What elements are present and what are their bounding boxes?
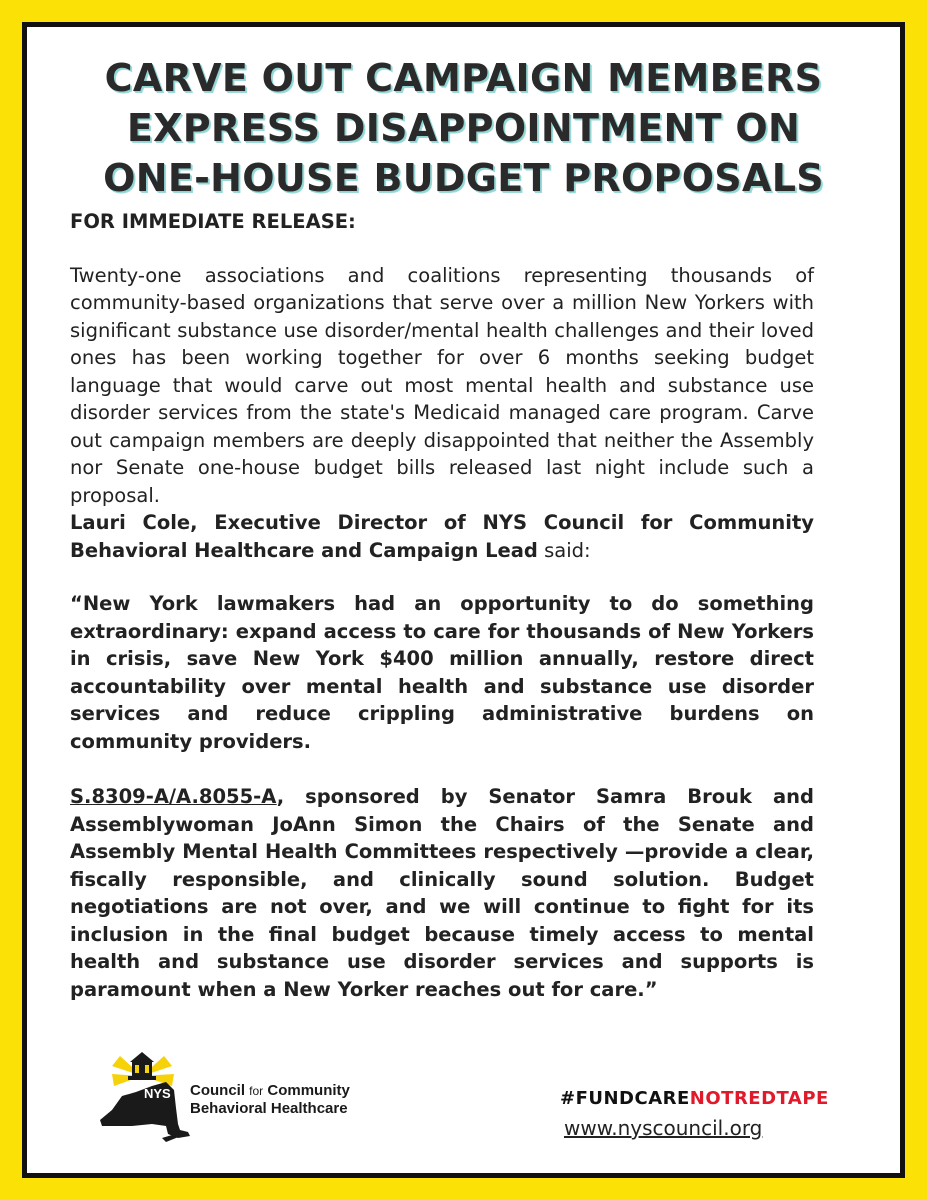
intro-text: Twenty-one associations and coalitions representing thousands of community-based organizations that serve over a million New Yorkers with significant substance use disorder/mental health challenges and their loved ones has been working together for over 6 months seeking budget language that would carve out most mental health and substance use disorder services from the state's Medicaid managed care program. Carve out campaign members are deeply disappointed that neither the Assembly nor Senate one-house budget bills released last night include such a proposal. — [70, 263, 814, 507]
headline-line-2: EXPRESS DISAPPOINTMENT ON — [126, 106, 801, 150]
logo-for: for — [249, 1084, 264, 1098]
headline-line-1: CARVE OUT CAMPAIGN MEMBERS — [104, 56, 823, 100]
quote-paragraph-2 — [70, 783, 814, 1003]
release-label: FOR IMMEDIATE RELEASE: — [70, 210, 356, 233]
campaign-hashtag — [560, 1088, 829, 1109]
nys-council-logo — [92, 1046, 392, 1146]
bill-number-link[interactable]: S.8309-A/A.8055-A — [70, 785, 277, 808]
speaker-said: said: — [537, 538, 591, 562]
logo-text — [190, 1082, 350, 1118]
quote-paragraph-1: “New York lawmakers had an opportunity to do something extraordinary: expand access to care for thousands of New Yorkers in crisis, save New York $400 million annually, restore direct accountability over mental health and substance use disorder services and reduce crippling administrative burdens on community providers. — [70, 592, 814, 753]
press-release-body — [70, 208, 814, 1003]
quote-2-text: , sponsored by Senator Samra Brouk and Assemblywoman JoAnn Simon the Chairs of the Senate and Assembly Mental Health Committees respectively —provide a clear, fiscally responsible, and clinically sound solution. Budget negotiations are not over, and we will continue to fight for its inclusion in the final budget because timely access to mental health and substance use disorder services and supports is paramount when a New Yorker reaches out for care.” — [70, 785, 814, 1001]
logo-behavioral: Behavioral Healthcare — [190, 1100, 348, 1117]
logo-council: Council — [190, 1082, 250, 1099]
intro-paragraph — [70, 262, 814, 565]
logo-community: Community — [263, 1082, 350, 1099]
website-link[interactable]: www.nyscouncil.org — [564, 1116, 763, 1140]
headline-line-3: ONE-HOUSE BUDGET PROPOSALS — [103, 156, 824, 200]
lighthouse-state-logo-icon — [92, 1046, 192, 1146]
hashtag-notredtape: NOTREDTAPE — [689, 1088, 829, 1109]
hashtag-fundcare: #FUNDCARE — [560, 1088, 690, 1109]
nys-badge: NYS — [144, 1086, 171, 1101]
speaker-name: Lauri Cole, Executive Director of NYS Council for Community Behavioral Healthcare and Campaign Lead — [70, 511, 814, 562]
headline — [27, 53, 900, 203]
